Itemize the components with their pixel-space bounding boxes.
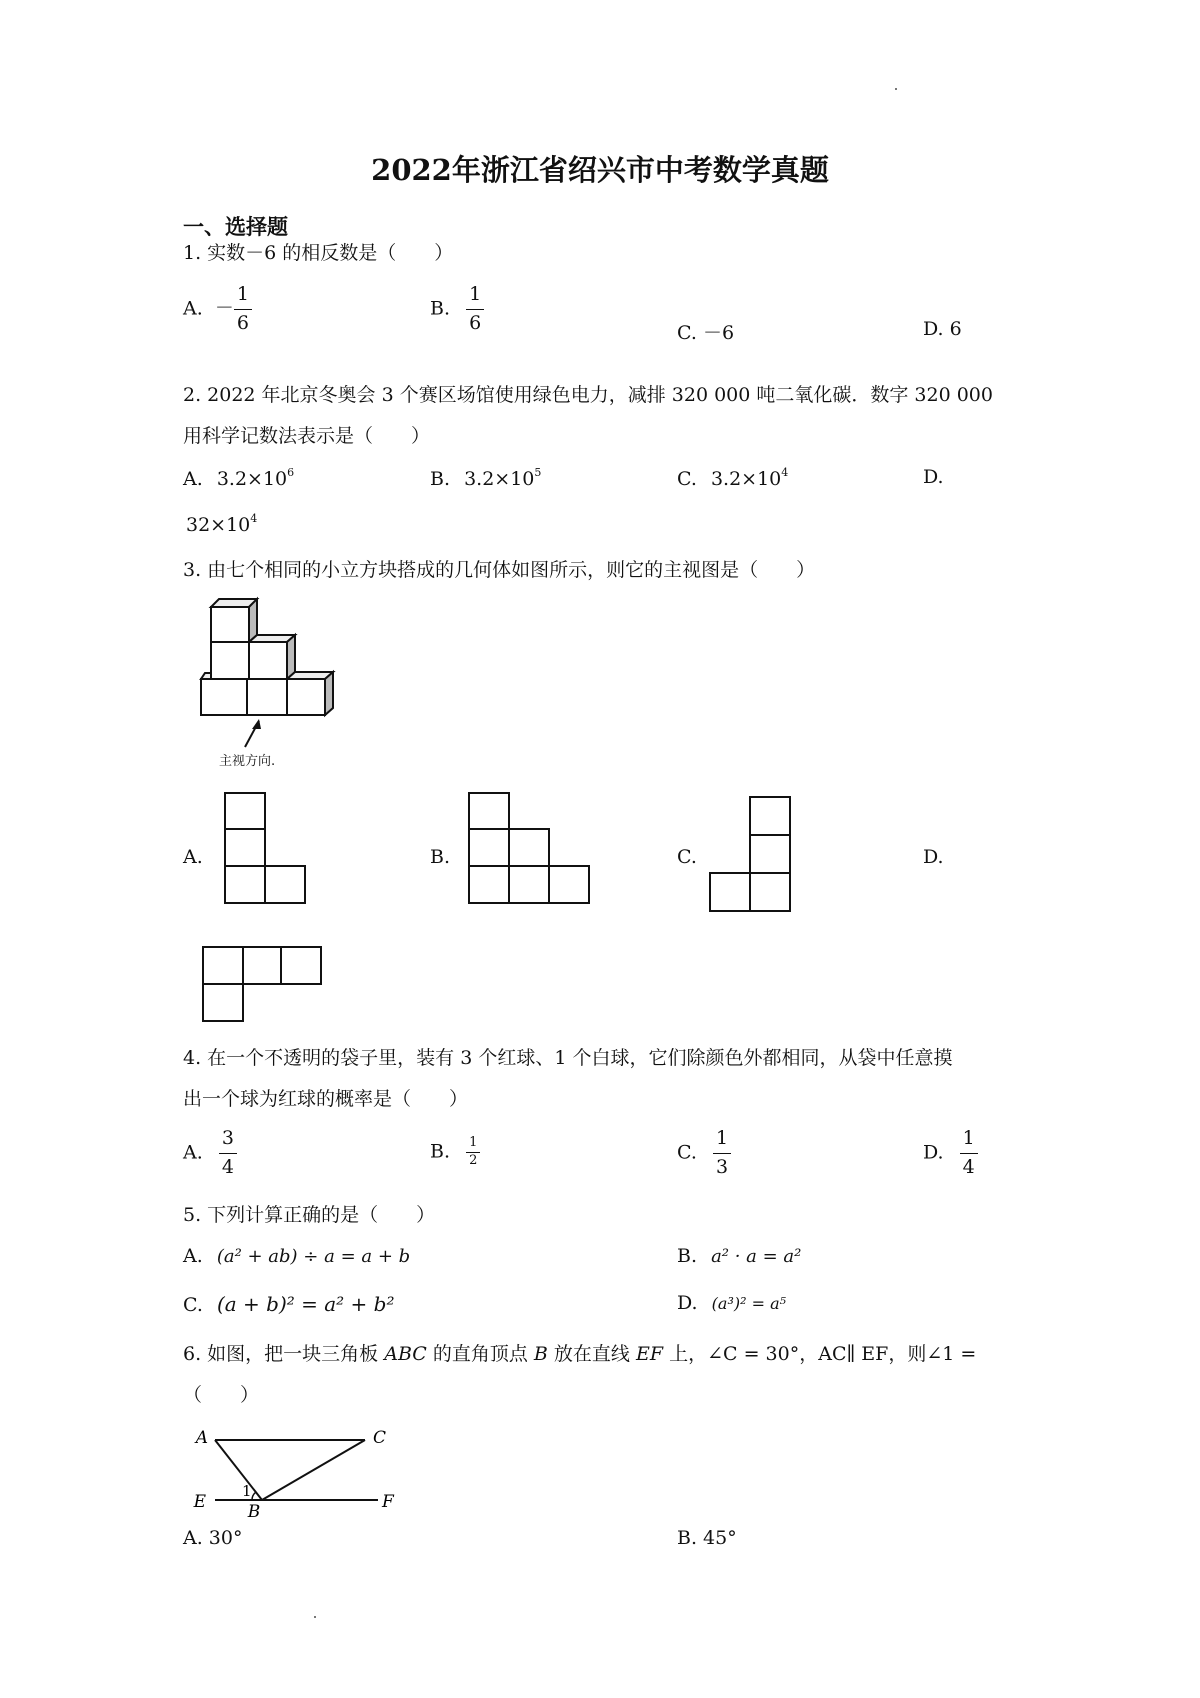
q5-d-expr: (a³)² = a⁵ <box>711 1294 787 1313</box>
q3-option-b-figure <box>468 792 590 904</box>
q2-option-c <box>677 466 788 490</box>
q2-option-d-label: D. <box>923 466 944 488</box>
q5-d-label: D. <box>677 1292 698 1314</box>
q4-option-b <box>430 1136 480 1169</box>
q6-line2: （ ） <box>183 1384 260 1406</box>
q1-b-fraction <box>466 284 484 335</box>
q2-b-label: B. <box>430 468 451 490</box>
q4-line2: 出一个球为红球的概率是（ ） <box>183 1088 469 1110</box>
scan-dot <box>314 1616 316 1618</box>
angle-1-label: 1 <box>242 1482 252 1500</box>
q4-a-num: 3 <box>219 1128 237 1154</box>
q3-option-d-label: D. <box>923 846 944 868</box>
q1-b-label: B. <box>430 297 451 320</box>
q3-option-b-label: B. <box>430 846 451 868</box>
q3-option-c-label: C. <box>677 846 697 868</box>
q1-b-num: 1 <box>466 284 484 310</box>
q4-c-label: C. <box>677 1141 697 1164</box>
q4-c-fraction <box>713 1128 731 1179</box>
q5-option-b <box>677 1245 801 1267</box>
q2-c-label: C. <box>677 468 697 490</box>
q5-a-expr: (a² + ab) ÷ a = a + b <box>216 1246 411 1267</box>
q2-b-exp: 5 <box>534 466 542 479</box>
q4-b-fraction <box>466 1136 480 1169</box>
q4-c-den: 3 <box>715 1155 729 1178</box>
q2-line2: 用科学记数法表示是（ ） <box>183 425 431 447</box>
q3-option-a-figure <box>224 792 306 904</box>
q2-b-base: 3.2×10 <box>464 468 535 490</box>
q4-d-label: D. <box>923 1141 944 1164</box>
q4-option-a <box>183 1128 237 1179</box>
triangle-figure <box>190 1420 400 1522</box>
q6-line1-mid2: 放在直线 <box>553 1343 630 1365</box>
q3-option-d-figure <box>202 946 324 1022</box>
q3-option-c-figure <box>709 796 791 912</box>
q6-line1 <box>183 1339 976 1366</box>
q6-line1-abc: ABC <box>384 1343 427 1365</box>
q2-d-base: 32×10 <box>186 514 251 536</box>
q2-option-a <box>183 466 294 490</box>
q4-line1: 4. 在一个不透明的袋子里，装有 3 个红球、1 个白球，它们除颜色外都相同，从袋中任意摸 <box>183 1047 953 1069</box>
q4-b-num: 1 <box>466 1136 480 1153</box>
q2-d-exp: 4 <box>250 512 258 525</box>
q4-a-fraction <box>219 1128 237 1179</box>
q2-option-b <box>430 466 541 490</box>
q5-stem: 5. 下列计算正确的是（ ） <box>183 1204 436 1226</box>
q5-c-label: C. <box>183 1294 203 1316</box>
q1-a-sign: － <box>214 297 234 320</box>
q4-b-label: B. <box>430 1140 451 1163</box>
q4-d-num: 1 <box>960 1128 978 1154</box>
q1-a-num: 1 <box>234 284 252 310</box>
q3-option-a-label: A. <box>183 846 203 868</box>
q2-option-d <box>186 512 257 536</box>
q5-a-label: A. <box>183 1245 203 1267</box>
q1-a-label: A. <box>183 297 203 320</box>
q6-option-a: A. 30° <box>183 1527 243 1549</box>
q2-c-base: 3.2×10 <box>710 468 782 490</box>
label-f: F <box>382 1492 394 1512</box>
label-b: B <box>247 1502 261 1522</box>
q1-option-d: D. 6 <box>923 318 962 340</box>
page-title: 2022年浙江省绍兴市中考数学真题 <box>371 153 829 187</box>
q6-line1-ef: EF <box>635 1343 664 1365</box>
q4-option-c <box>677 1128 731 1179</box>
q3-stem: 3. 由七个相同的小立方块搭成的几何体如图所示，则它的主视图是（ ） <box>183 559 816 581</box>
q2-a-base: 3.2×10 <box>216 468 288 490</box>
q4-b-den: 2 <box>469 1152 478 1168</box>
view-direction-caption: 主视方向. <box>219 754 276 769</box>
q4-c-num: 1 <box>713 1128 731 1154</box>
q5-c-expr: (a + b)² = a² + b² <box>216 1292 395 1316</box>
section-heading: 一、选择题 <box>183 215 288 239</box>
q5-option-d <box>677 1292 786 1314</box>
q4-a-label: A. <box>183 1141 203 1164</box>
q1-stem: 1. 实数－6 的相反数是（ ） <box>183 242 454 264</box>
cube-figure <box>195 595 345 760</box>
q5-option-a <box>183 1245 410 1267</box>
label-c: C <box>373 1428 387 1448</box>
q2-line1: 2. 2022 年北京冬奥会 3 个赛区场馆使用绿色电力，减排 320 000 吨二氧化碳．数字 320 000 <box>183 384 993 406</box>
q1-a-den: 6 <box>236 311 249 334</box>
q6-option-b: B. 45° <box>677 1527 737 1549</box>
q4-a-den: 4 <box>221 1155 234 1178</box>
q5-b-label: B. <box>677 1245 698 1267</box>
scan-dot <box>895 88 897 90</box>
q5-b-expr: a² · a = a² <box>711 1246 802 1267</box>
q1-option-b <box>430 284 484 335</box>
q2-c-exp: 4 <box>781 466 789 479</box>
q6-line1-post: 上，∠C = 30°，AC∥ EF，则∠1 = <box>669 1343 977 1365</box>
q1-a-fraction <box>234 284 252 335</box>
label-a: A <box>195 1428 208 1448</box>
q6-line1-pre: 6. 如图，把一块三角板 <box>183 1343 379 1365</box>
q6-line1-mid: 的直角顶点 <box>432 1343 528 1365</box>
q4-option-d <box>923 1128 978 1179</box>
q1-option-a <box>183 284 252 335</box>
q6-line1-b: B <box>533 1343 548 1365</box>
q4-d-fraction <box>960 1128 978 1179</box>
q2-a-exp: 6 <box>287 466 295 479</box>
q5-option-c <box>183 1292 394 1316</box>
q1-b-den: 6 <box>469 311 482 334</box>
label-e: E <box>193 1492 206 1512</box>
q4-d-den: 4 <box>962 1155 975 1178</box>
q2-a-label: A. <box>183 468 203 490</box>
q1-option-c: C. －6 <box>677 322 735 344</box>
